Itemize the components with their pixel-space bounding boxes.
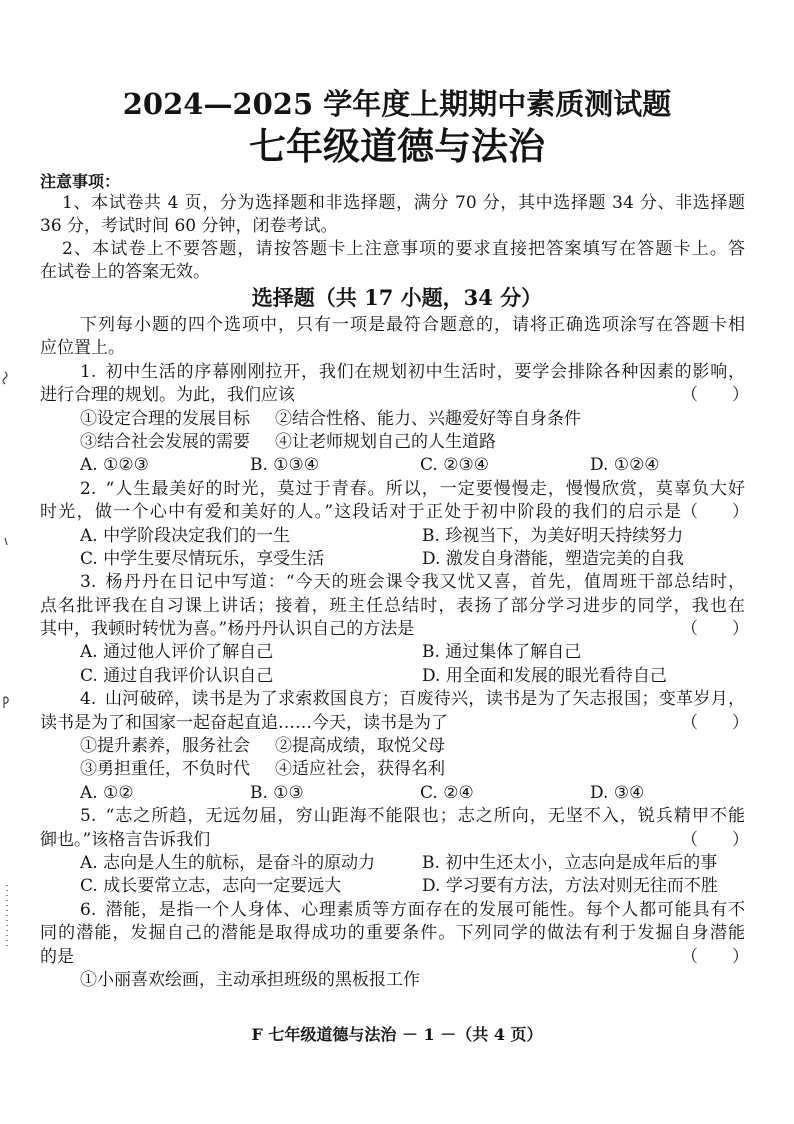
statement-option: ④适应社会，获得名利 [275, 759, 445, 780]
question-stem-text: 御也。”该格言告诉我们 [40, 829, 211, 850]
question-stem-text: 初中生活的序幕刚刚拉开，我们在规划初中生活时，要学会排除各种因素的影响， [105, 361, 746, 382]
question-stem-line: 点名批评我在自习课上讲话；接着，班主任总结时，表扬了部分学习进步的同学，我也在 [40, 595, 745, 616]
answer-bracket: （ ） [681, 829, 749, 850]
choice-b: B. ①③④ [250, 455, 320, 476]
choice-d: D. 激发自身潜能，塑造完美的自我 [422, 548, 684, 569]
choice-a: A. 通过他人评价了解自己 [80, 642, 274, 663]
statement-option: ③结合社会发展的需要 [80, 431, 250, 452]
choice-d: D. ①②④ [590, 455, 660, 476]
choice-a: A. ①②③ [80, 455, 149, 476]
question-2 [40, 478, 749, 572]
question-stem-text: 其中，我顿时转忧为喜。”杨丹丹认识自己的方法是 [40, 619, 415, 640]
question-stem-text: “人生最美好的时光，莫过于青春。所以，一定要慢慢走，慢慢欣赏，莫辜负大好 [105, 478, 745, 499]
notice-heading: 注意事项： [40, 172, 121, 191]
notice-item-2-line: 在试卷上的答案无效。 [40, 262, 210, 282]
instruction-line: 应位置上。 [40, 338, 125, 359]
binding-margin-marks [0, 0, 20, 1124]
question-number: 3. [80, 572, 97, 593]
choice-b: B. 珍视当下，为美好明天持续努力 [422, 525, 684, 546]
questions-area [40, 314, 749, 992]
question-1 [40, 361, 749, 478]
page-footer: F 七年级道德与法治 － 1 －（共 4 页） [251, 1025, 543, 1044]
question-stem-text: 的是 [40, 946, 74, 967]
question-stem-line [40, 361, 745, 384]
question-stem-text: 杨丹丹在日记中写道：“今天的班会课令我又忧又喜，首先，值周班干部总结时， [105, 572, 745, 593]
question-stem-text: 时光，做一个心中有爱和美好的人。”这段话对于正处于初中阶段的我们的启示是 [40, 502, 681, 523]
question-stem-text: 山河破碎，读书是为了求索救国良方；百废待兴，读书是为了矢志报国；变革岁月， [104, 689, 746, 710]
statement-option: ②结合性格、能力、兴趣爱好等自身条件 [275, 408, 581, 429]
statement-option: ④让老师规划自己的人生道路 [275, 431, 496, 452]
choice-c: C. 通过自我评价认识自己 [80, 665, 274, 686]
choice-row [40, 852, 745, 875]
statement-row [40, 735, 745, 758]
question-stem-text: “志之所趋，无远勿届，穷山距海不能限也；志之所向，无坚不入，锐兵精甲不能 [105, 806, 745, 827]
choice-a: A. 中学阶段决定我们的一生 [80, 525, 291, 546]
question-6 [40, 899, 749, 993]
choice-a: A. ①② [80, 782, 134, 803]
question-stem-line [40, 829, 749, 852]
binding-mark [5, 538, 7, 545]
statement-option: ②提高成绩，取悦父母 [275, 736, 445, 757]
exam-title: 2024—2025 学年度上期期中素质测试题 [122, 87, 672, 121]
statement-row [40, 758, 745, 781]
question-stem-line [40, 899, 745, 922]
choice-row [40, 665, 745, 688]
question-number: 5. [80, 806, 97, 827]
question-number: 2. [80, 478, 97, 499]
choice-c: C. 中学生要尽情玩乐，享受生活 [80, 548, 325, 569]
statement-row [40, 431, 745, 454]
question-stem-line: 同的潜能，发掘自己的潜能是取得成功的重要条件。下列同学的做法有利于发掘自身潜能 [40, 923, 745, 944]
question-stem-text: 进行合理的规划。为此，我们应该 [40, 385, 295, 406]
answer-bracket: （ ） [681, 502, 749, 523]
answer-bracket: （ ） [681, 385, 749, 406]
notice-item-2-line: 2、本试卷上不要答题，请按答题卡上注意事项的要求直接把答案填写在答题卡上。答 [62, 239, 745, 259]
answer-bracket: （ ） [681, 712, 749, 733]
question-3 [40, 571, 749, 688]
question-stem-text: 读书是为了和国家一起奋起直追……今天，读书是为了 [40, 712, 448, 733]
question-stem-line [40, 805, 745, 828]
question-stem-line [40, 712, 749, 735]
choice-d: D. 用全面和发展的眼光看待自己 [422, 665, 667, 686]
statement-row [40, 408, 745, 431]
exam-subject-title: 七年级道德与法治 [249, 124, 545, 168]
question-stem-line [40, 688, 745, 711]
choice-a: A. 志向是人生的航标，是奋斗的原动力 [80, 852, 376, 873]
section-title: 选择题（共 17 小题，34 分） [251, 285, 543, 310]
question-stem-text: 潜能，是指一个人身体、心理素质等方面存在的发展可能性。每个人都可能具有不 [105, 899, 746, 920]
choice-d: D. ③④ [590, 782, 645, 803]
statement-option: ①设定合理的发展目标 [80, 408, 250, 429]
choice-row [40, 454, 745, 477]
statement-row [40, 969, 745, 992]
question-stem-line [40, 571, 745, 594]
choice-c: C. ②④ [420, 782, 474, 803]
choice-row [40, 548, 745, 571]
choice-b: B. 通过集体了解自己 [422, 642, 582, 663]
question-number: 4. [80, 689, 97, 710]
choice-row [40, 641, 745, 664]
choice-row [40, 525, 745, 548]
statement-option: ③勇担重任，不负时代 [80, 759, 250, 780]
notice-section [40, 171, 745, 284]
question-stem-line [40, 478, 745, 501]
answer-bracket: （ ） [681, 946, 749, 967]
notice-item-1-line: 1、本试卷共 4 页，分为选择题和非选择题，满分 70 分，其中选择题 34 分、非选择题 [62, 193, 745, 213]
question-stem-line [40, 946, 749, 969]
choice-d: D. 学习要有方法，方法对则无往而不胜 [422, 876, 718, 897]
binding-mark [4, 697, 8, 708]
answer-bracket: （ ） [681, 619, 749, 640]
choice-c: C. 成长要常立志，志向一定要远大 [80, 876, 342, 897]
question-4 [40, 688, 749, 805]
choice-row [40, 782, 745, 805]
choice-b: B. 初中生还太小，立志向是成年后的事 [422, 852, 718, 873]
instruction-line: 下列每小题的四个选项中，只有一项是最符合题意的，请将正确选项涂写在答题卡相 [80, 315, 745, 335]
choice-b: B. ①③ [250, 782, 304, 803]
statement-option: ①提升素养，服务社会 [80, 736, 250, 757]
question-stem-line [40, 384, 749, 407]
choice-row [40, 875, 745, 898]
question-number: 1. [80, 361, 97, 382]
notice-item-1-line: 36 分，考试时间 60 分钟，闭卷考试。 [40, 216, 338, 236]
question-stem-line [40, 501, 749, 524]
binding-mark [3, 372, 7, 384]
question-stem-line [40, 618, 749, 641]
choice-c: C. ②③④ [420, 455, 489, 476]
question-number: 6. [80, 899, 97, 920]
statement-option: ①小丽喜欢绘画，主动承担班级的黑板报工作 [80, 969, 420, 990]
question-5 [40, 805, 749, 899]
